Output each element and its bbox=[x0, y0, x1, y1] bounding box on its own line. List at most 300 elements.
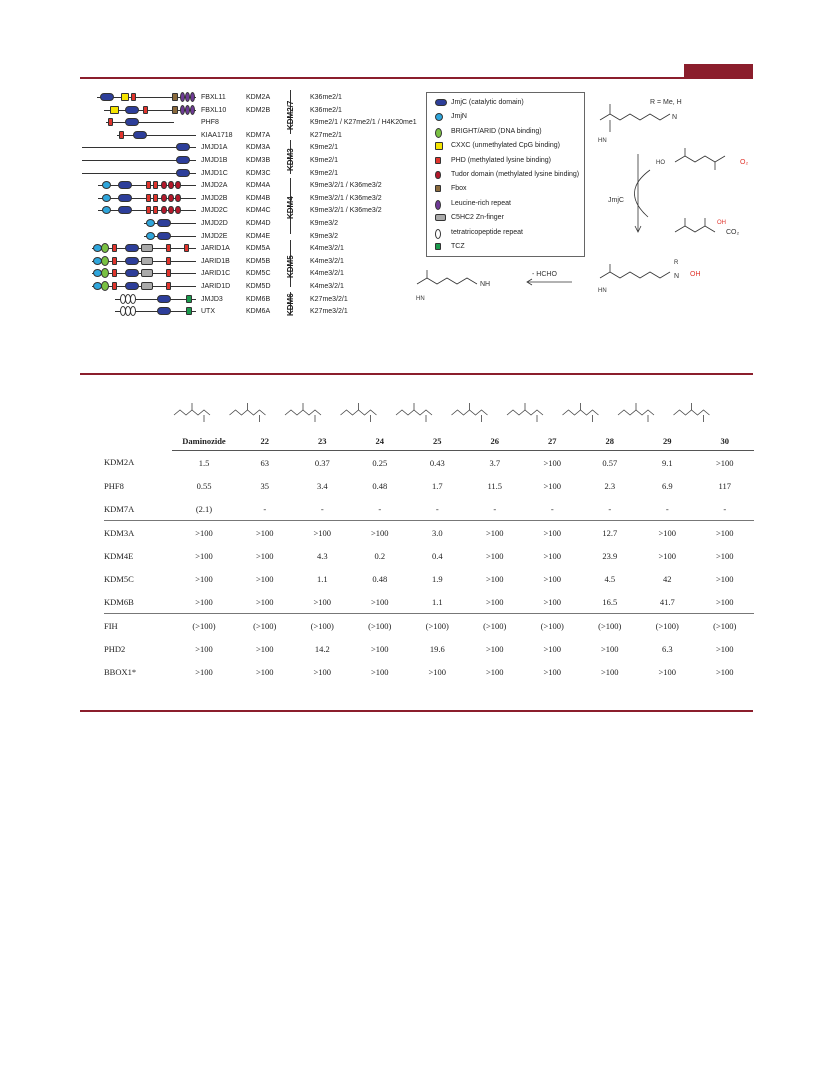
group-label-kdm4: KDM4 bbox=[286, 196, 295, 219]
ic50-cell: >100 bbox=[351, 521, 409, 545]
ic50-cell: >100 bbox=[715, 643, 734, 654]
ic50-cell: - bbox=[608, 503, 612, 514]
top-rule bbox=[80, 77, 753, 79]
protein-name: FBXL11 bbox=[201, 94, 226, 101]
cxxc-icon bbox=[435, 142, 443, 150]
ic50-cell: >100 bbox=[195, 643, 213, 654]
protein-name: JMJD1B bbox=[201, 157, 228, 164]
ic50-cell: 1.9 bbox=[431, 573, 443, 584]
jmjc-icon bbox=[435, 99, 447, 106]
ic50-cell: >100 bbox=[255, 573, 274, 584]
jmjc-domain bbox=[118, 194, 132, 202]
ic50-cell: 41.7 bbox=[659, 596, 675, 607]
compound-structure bbox=[230, 410, 266, 415]
ic50-cell: 0.4 bbox=[431, 550, 443, 561]
ic50-cell: >100 bbox=[485, 596, 504, 607]
protein-backbone bbox=[117, 135, 196, 136]
ic50-cell: >100 bbox=[485, 643, 504, 654]
carbonyl-bond bbox=[414, 403, 426, 422]
phd-domain bbox=[166, 244, 171, 252]
ic50-cell: >100 bbox=[715, 596, 734, 607]
protein-name: UTX bbox=[201, 308, 215, 316]
table-row bbox=[104, 451, 754, 475]
ic50-cell: 117 bbox=[718, 480, 731, 491]
histone-mark: K36me2/1 bbox=[310, 106, 342, 114]
table-header-row bbox=[104, 432, 754, 451]
ic50-cell: 2.3 bbox=[604, 480, 616, 491]
ic50-cell: >100 bbox=[195, 550, 213, 561]
jmjc-domain bbox=[118, 206, 132, 214]
ic50-cell: >100 bbox=[172, 521, 236, 545]
phd-domain bbox=[153, 206, 158, 214]
cxxc-domain bbox=[110, 106, 119, 114]
group-label-kdm6: KDM6 bbox=[286, 293, 295, 316]
phd-domain bbox=[146, 181, 151, 189]
ic50-cell: (>100) bbox=[466, 614, 524, 638]
tudor-domain bbox=[175, 181, 181, 189]
ic50-cell: (>100) bbox=[409, 614, 467, 638]
protein-name: JMJD2B bbox=[201, 194, 228, 202]
ic50-cell: >100 bbox=[466, 521, 524, 545]
table-row bbox=[104, 637, 754, 660]
jmjc-domain bbox=[176, 156, 190, 164]
carbonyl-bond bbox=[359, 403, 371, 422]
jmjn-domain bbox=[146, 232, 155, 240]
legend-label: CXXC (unmethylated CpG binding) bbox=[451, 142, 560, 150]
histone-mark: K27me2/1 bbox=[310, 131, 342, 139]
histone-mark: K4me3/2/1 bbox=[310, 270, 344, 278]
ic50-cell: (>100) bbox=[524, 614, 582, 638]
ic50-cell: >100 bbox=[485, 573, 504, 584]
histone-mark: K9me3/2/1 / K36me3/2 bbox=[310, 182, 382, 190]
ic50-cell: >100 bbox=[195, 573, 213, 584]
histone-mark: K9me2/1 bbox=[310, 157, 339, 164]
table-row bbox=[104, 474, 754, 497]
legend-label: BRIGHT/ARID (DNA binding) bbox=[451, 127, 542, 135]
ic50-cell: >100 bbox=[543, 643, 562, 654]
ic50-cell: 3.0 bbox=[409, 521, 467, 545]
ic50-cell: - bbox=[493, 503, 497, 514]
kdm-name: KDM3B bbox=[246, 157, 271, 164]
ic50-cell: 19.6 bbox=[429, 643, 445, 654]
ic50-cell: >100 bbox=[195, 596, 213, 607]
ic50-cell: 0.48 bbox=[372, 480, 388, 491]
phd-domain bbox=[153, 181, 158, 189]
protein-name: FBXL10 bbox=[201, 106, 227, 114]
ic50-cell: 1.5 bbox=[198, 457, 210, 468]
tcz-icon bbox=[435, 243, 441, 250]
jmjc-domain bbox=[100, 93, 114, 101]
ic50-cell: (2.1) bbox=[195, 503, 213, 514]
ic50-cell: >100 bbox=[485, 666, 504, 677]
tudor-domain bbox=[168, 194, 174, 202]
ic50-cell: 35 bbox=[260, 480, 269, 491]
kdm-name: KDM5A bbox=[246, 245, 271, 253]
kdm-name: KDM7A bbox=[246, 131, 271, 139]
r-bottom-label: R bbox=[674, 260, 679, 266]
ic50-cell: 6.3 bbox=[661, 643, 673, 654]
compound-header: 29 bbox=[639, 432, 697, 451]
middle-rule bbox=[80, 373, 753, 375]
carbonyl-bond bbox=[248, 403, 260, 422]
histone-mark: K4me3/2/1 bbox=[310, 245, 344, 253]
carbonyl-bond bbox=[470, 403, 482, 422]
co2-label: CO₂ bbox=[726, 229, 740, 236]
ic50-cell: >100 bbox=[715, 550, 734, 561]
jmjc-domain bbox=[176, 169, 190, 177]
legend-label: Fbox bbox=[451, 185, 467, 193]
ic50-cell: 23.9 bbox=[602, 550, 618, 561]
phd-domain bbox=[143, 106, 148, 114]
tpr-domain bbox=[130, 306, 136, 316]
compound-header: 22 bbox=[236, 432, 294, 451]
compound-header: Daminozide bbox=[172, 432, 236, 451]
enzyme-name: PHF8 bbox=[104, 480, 124, 491]
protein-name: KIAA1718 bbox=[201, 131, 233, 139]
ic50-cell: >100 bbox=[543, 666, 562, 677]
kdm-name: KDM4C bbox=[246, 207, 271, 215]
kdm-name: KDM4B bbox=[246, 194, 271, 202]
kdm-name: KDM4E bbox=[246, 232, 271, 240]
header-tab bbox=[684, 64, 753, 77]
histone-mark: K4me3/2/1 bbox=[310, 257, 344, 265]
histone-mark: K27me3/2/1 bbox=[310, 295, 348, 303]
histone-mark: K9me3/2/1 / K36me3/2 bbox=[310, 194, 382, 202]
ic50-cell: >100 bbox=[370, 643, 389, 654]
tudor-icon bbox=[435, 171, 441, 179]
protein-name: JMJD2D bbox=[201, 220, 228, 227]
jmjc-domain bbox=[125, 269, 139, 277]
c5hc2-domain bbox=[141, 282, 153, 290]
ic50-cell: 0.2 bbox=[374, 550, 386, 561]
nh-label: NH bbox=[480, 281, 491, 288]
compound-structure bbox=[674, 410, 710, 415]
ic50-cell: >100 bbox=[313, 596, 332, 607]
ic50-cell: (>100) bbox=[236, 614, 294, 638]
hn-top-label: HN bbox=[598, 138, 607, 144]
jmjc-domain bbox=[125, 282, 139, 290]
r-equals-label: R = Me, H bbox=[650, 99, 682, 106]
n-bottom-label: N bbox=[674, 273, 680, 280]
compound-structure bbox=[341, 410, 377, 415]
phd-domain bbox=[184, 244, 189, 252]
hn-bottom-label: HN bbox=[598, 288, 607, 294]
compound-structure bbox=[285, 410, 321, 415]
enzyme-name: KDM3A bbox=[104, 521, 172, 545]
oh-bottom-label: OH bbox=[690, 271, 701, 278]
enzyme-name: KDM4E bbox=[104, 550, 134, 561]
compound-structure bbox=[174, 410, 210, 415]
lrr-icon bbox=[435, 200, 441, 210]
protein-name: JARID1B bbox=[201, 257, 230, 265]
phd-domain bbox=[119, 131, 124, 139]
c5hc2-domain bbox=[141, 269, 153, 277]
ic50-cell: 16.5 bbox=[602, 596, 618, 607]
legend-label: tetratricopeptide repeat bbox=[451, 228, 523, 236]
phd-domain bbox=[166, 282, 171, 290]
table-row bbox=[104, 567, 754, 590]
tudor-domain bbox=[161, 206, 167, 214]
ic50-cell: - bbox=[665, 503, 669, 514]
ic50-cell: 12.7 bbox=[581, 521, 639, 545]
protein-name: JMJD3 bbox=[201, 295, 223, 303]
histone-mark: K9me3/2/1 / K36me3/2 bbox=[310, 207, 382, 215]
tudor-domain bbox=[168, 181, 174, 189]
c5hc2-domain bbox=[141, 244, 153, 252]
protein-name: JMJD2C bbox=[201, 207, 228, 215]
cxxc-domain bbox=[121, 93, 129, 101]
protein-name: JARID1D bbox=[201, 283, 231, 290]
compound-header: 23 bbox=[294, 432, 352, 451]
ic50-cell: 0.43 bbox=[429, 457, 445, 468]
ic50-cell: 3.7 bbox=[489, 457, 501, 468]
kdm-name: KDM6B bbox=[246, 295, 271, 303]
tcz-domain bbox=[186, 295, 192, 303]
table-row bbox=[104, 521, 754, 545]
ic50-cell: >100 bbox=[696, 521, 754, 545]
tudor-domain bbox=[168, 206, 174, 214]
ic50-table bbox=[104, 432, 754, 683]
ic50-cell: 3.4 bbox=[316, 480, 328, 491]
compound-structure bbox=[563, 410, 599, 415]
ic50-cell: 0.25 bbox=[372, 457, 388, 468]
ic50-cell: (>100) bbox=[294, 614, 352, 638]
ic50-cell: >100 bbox=[715, 573, 734, 584]
table-row bbox=[104, 590, 754, 614]
protein-backbone bbox=[106, 122, 174, 123]
ic50-cell: (>100) bbox=[172, 614, 236, 638]
compound-structure bbox=[507, 410, 543, 415]
histone-mark: K4me3/2/1 bbox=[310, 283, 344, 290]
histone-mark: K9me3/2 bbox=[310, 232, 339, 240]
arid-domain bbox=[101, 268, 109, 278]
ic50-cell: >100 bbox=[236, 521, 294, 545]
domain-legend bbox=[426, 92, 585, 257]
carbonyl-bond bbox=[692, 403, 704, 422]
legend-label: JmjN bbox=[451, 113, 467, 121]
kdm-name: KDM4A bbox=[246, 182, 271, 190]
ic50-cell: >100 bbox=[658, 666, 677, 677]
legend-label: Tudor domain (methylated lysine binding) bbox=[451, 171, 580, 178]
n-top-label: N bbox=[672, 114, 678, 121]
c5hc2-domain bbox=[141, 257, 153, 265]
carbonyl-bond bbox=[525, 403, 537, 422]
ic50-cell: >100 bbox=[543, 596, 562, 607]
arid-domain bbox=[101, 243, 109, 253]
fbox-domain bbox=[172, 106, 178, 114]
ic50-cell: >100 bbox=[715, 457, 734, 468]
jmjn-domain bbox=[102, 181, 111, 189]
table-row bbox=[104, 497, 754, 521]
ic50-cell: >100 bbox=[639, 521, 697, 545]
carbonyl-bond bbox=[581, 403, 593, 422]
compound-header: 30 bbox=[696, 432, 754, 451]
ic50-cell: >100 bbox=[255, 596, 274, 607]
ic50-cell: >100 bbox=[255, 550, 274, 561]
phd-domain bbox=[153, 194, 158, 202]
jmjc-domain bbox=[125, 257, 139, 265]
ic50-cell: >100 bbox=[370, 666, 389, 677]
compound-structures bbox=[170, 397, 730, 427]
kdm-name: KDM4D bbox=[246, 220, 271, 227]
table-row bbox=[104, 614, 754, 638]
legend-label: TCZ bbox=[451, 243, 465, 250]
arid-domain bbox=[101, 281, 109, 291]
protein-name: JARID1C bbox=[201, 270, 231, 278]
enzyme-name: KDM6B bbox=[104, 596, 134, 607]
ic50-cell: >100 bbox=[255, 666, 274, 677]
ic50-cell: >100 bbox=[485, 550, 504, 561]
ic50-cell: 1.1 bbox=[316, 573, 328, 584]
ic50-cell: - bbox=[263, 503, 267, 514]
ic50-cell: - bbox=[435, 503, 439, 514]
phd-domain bbox=[112, 282, 117, 290]
group-label-kdm3: KDM3 bbox=[286, 148, 295, 171]
ic50-cell: >100 bbox=[255, 643, 274, 654]
phd-domain bbox=[131, 93, 136, 101]
o2-label: O₂ bbox=[740, 159, 749, 166]
compound-header: 26 bbox=[466, 432, 524, 451]
header-blank bbox=[104, 432, 172, 451]
kdm-name: KDM5D bbox=[246, 283, 271, 290]
kdm-name: KDM5B bbox=[246, 257, 271, 265]
compound-header: 28 bbox=[581, 432, 639, 451]
kdm-name: KDM3A bbox=[246, 144, 271, 152]
ic50-cell: 4.5 bbox=[604, 573, 616, 584]
ic50-cell: (>100) bbox=[696, 614, 754, 638]
c5hc2-icon bbox=[435, 214, 446, 221]
jmjc-domain bbox=[118, 181, 132, 189]
ic50-cell: (>100) bbox=[639, 614, 697, 638]
arid-icon bbox=[435, 128, 442, 138]
jmjn-icon bbox=[435, 113, 443, 121]
protein-name: PHF8 bbox=[201, 119, 219, 127]
ic50-cell: >100 bbox=[715, 666, 734, 677]
histone-mark: K9me2/1 bbox=[310, 144, 339, 152]
ic50-cell: 0.48 bbox=[372, 573, 388, 584]
ic50-cell: 0.37 bbox=[314, 457, 330, 468]
ic50-cell: - bbox=[550, 503, 554, 514]
jmjn-domain bbox=[102, 206, 111, 214]
phd-icon bbox=[435, 157, 441, 164]
phd-domain bbox=[112, 257, 117, 265]
bottom-rule bbox=[80, 710, 753, 712]
tcz-domain bbox=[186, 307, 192, 315]
compound-structure bbox=[396, 410, 432, 415]
jmjc-domain bbox=[176, 143, 190, 151]
fbox-domain bbox=[172, 93, 178, 101]
hn-product-label: HN bbox=[416, 296, 425, 302]
carbonyl-bond bbox=[192, 403, 204, 422]
legend-label: C5HC2 Zn-finger bbox=[451, 214, 504, 222]
ic50-cell: 14.2 bbox=[314, 643, 330, 654]
tudor-domain bbox=[175, 194, 181, 202]
enzyme-name: BBOX1* bbox=[104, 666, 137, 677]
carbonyl-bond bbox=[636, 403, 648, 422]
ic50-cell: >100 bbox=[195, 666, 213, 677]
legend-label: PHD (methylated lysine binding) bbox=[451, 156, 551, 164]
compound-header: 24 bbox=[351, 432, 409, 451]
histone-mark: K27me3/2/1 bbox=[310, 308, 348, 316]
ic50-cell: 42 bbox=[663, 573, 672, 584]
jmjc-domain bbox=[125, 244, 139, 252]
phd-domain bbox=[112, 269, 117, 277]
tudor-domain bbox=[161, 181, 167, 189]
protein-name: JARID1A bbox=[201, 245, 230, 253]
table-row bbox=[104, 544, 754, 567]
ic50-cell: 9.1 bbox=[661, 457, 673, 468]
ic50-cell: 11.5 bbox=[487, 480, 503, 491]
ic50-cell: >100 bbox=[600, 666, 619, 677]
phd-domain bbox=[166, 269, 171, 277]
kdm-name: KDM5C bbox=[246, 270, 271, 278]
ic50-cell: 1.1 bbox=[431, 596, 443, 607]
ic50-cell: 0.57 bbox=[602, 457, 618, 468]
ic50-cell: 0.55 bbox=[196, 480, 212, 491]
kdm-name: KDM3C bbox=[246, 169, 271, 177]
jmjc-domain bbox=[125, 106, 139, 114]
ic50-cell: - bbox=[378, 503, 382, 514]
lrr-domain bbox=[190, 92, 195, 102]
legend-label: JmjC (catalytic domain) bbox=[451, 99, 524, 106]
arid-domain bbox=[101, 256, 109, 266]
jmjn-domain bbox=[102, 194, 111, 202]
ic50-cell: 63 bbox=[260, 457, 269, 468]
protein-name: JMJD1C bbox=[201, 169, 228, 177]
ic50-cell: - bbox=[723, 503, 727, 514]
hcho-label: - HCHO bbox=[532, 271, 557, 278]
compound-structure bbox=[618, 410, 654, 415]
ic50-cell: - bbox=[320, 503, 324, 514]
phd-domain bbox=[146, 206, 151, 214]
enzyme-name: KDM2A bbox=[104, 457, 135, 468]
ic50-cell: >100 bbox=[543, 480, 562, 491]
kdm-name: KDM2A bbox=[246, 94, 271, 101]
histone-mark: K9me2/1 bbox=[310, 169, 339, 177]
phd-domain bbox=[112, 244, 117, 252]
histone-mark: K9me2/1 / K27me2/1 / H4K20me1 bbox=[310, 119, 417, 127]
tpr-icon bbox=[435, 229, 441, 239]
ic50-cell: >100 bbox=[524, 521, 582, 545]
phd-domain bbox=[108, 118, 113, 126]
jmjc-domain bbox=[157, 295, 171, 303]
tudor-domain bbox=[161, 194, 167, 202]
ic50-cell: >100 bbox=[294, 521, 352, 545]
ic50-cell: >100 bbox=[370, 596, 389, 607]
ic50-cell: 6.9 bbox=[661, 480, 673, 491]
enzyme-name: PHD2 bbox=[104, 643, 126, 654]
jmjc-domain bbox=[157, 232, 171, 240]
table-row bbox=[104, 660, 754, 683]
jmjc-domain bbox=[157, 219, 171, 227]
histone-mark: K9me3/2 bbox=[310, 220, 339, 227]
jmjc-domain bbox=[125, 118, 139, 126]
phd-domain bbox=[146, 194, 151, 202]
enzyme-name: KDM5C bbox=[104, 573, 134, 584]
jmjc-domain bbox=[133, 131, 147, 139]
tudor-domain bbox=[175, 206, 181, 214]
product-structure bbox=[412, 262, 582, 312]
lrr-domain bbox=[190, 105, 195, 115]
protein-name: JMJD2E bbox=[201, 232, 228, 240]
compound-header: 27 bbox=[524, 432, 582, 451]
demethylation-mechanism bbox=[590, 92, 760, 312]
ic50-cell: >100 bbox=[600, 643, 619, 654]
group-label-kdm27: KDM2/7 bbox=[286, 100, 295, 130]
jmjc-domain bbox=[157, 307, 171, 315]
oh-top-label: OH bbox=[717, 220, 726, 226]
ic50-cell: (>100) bbox=[351, 614, 409, 638]
